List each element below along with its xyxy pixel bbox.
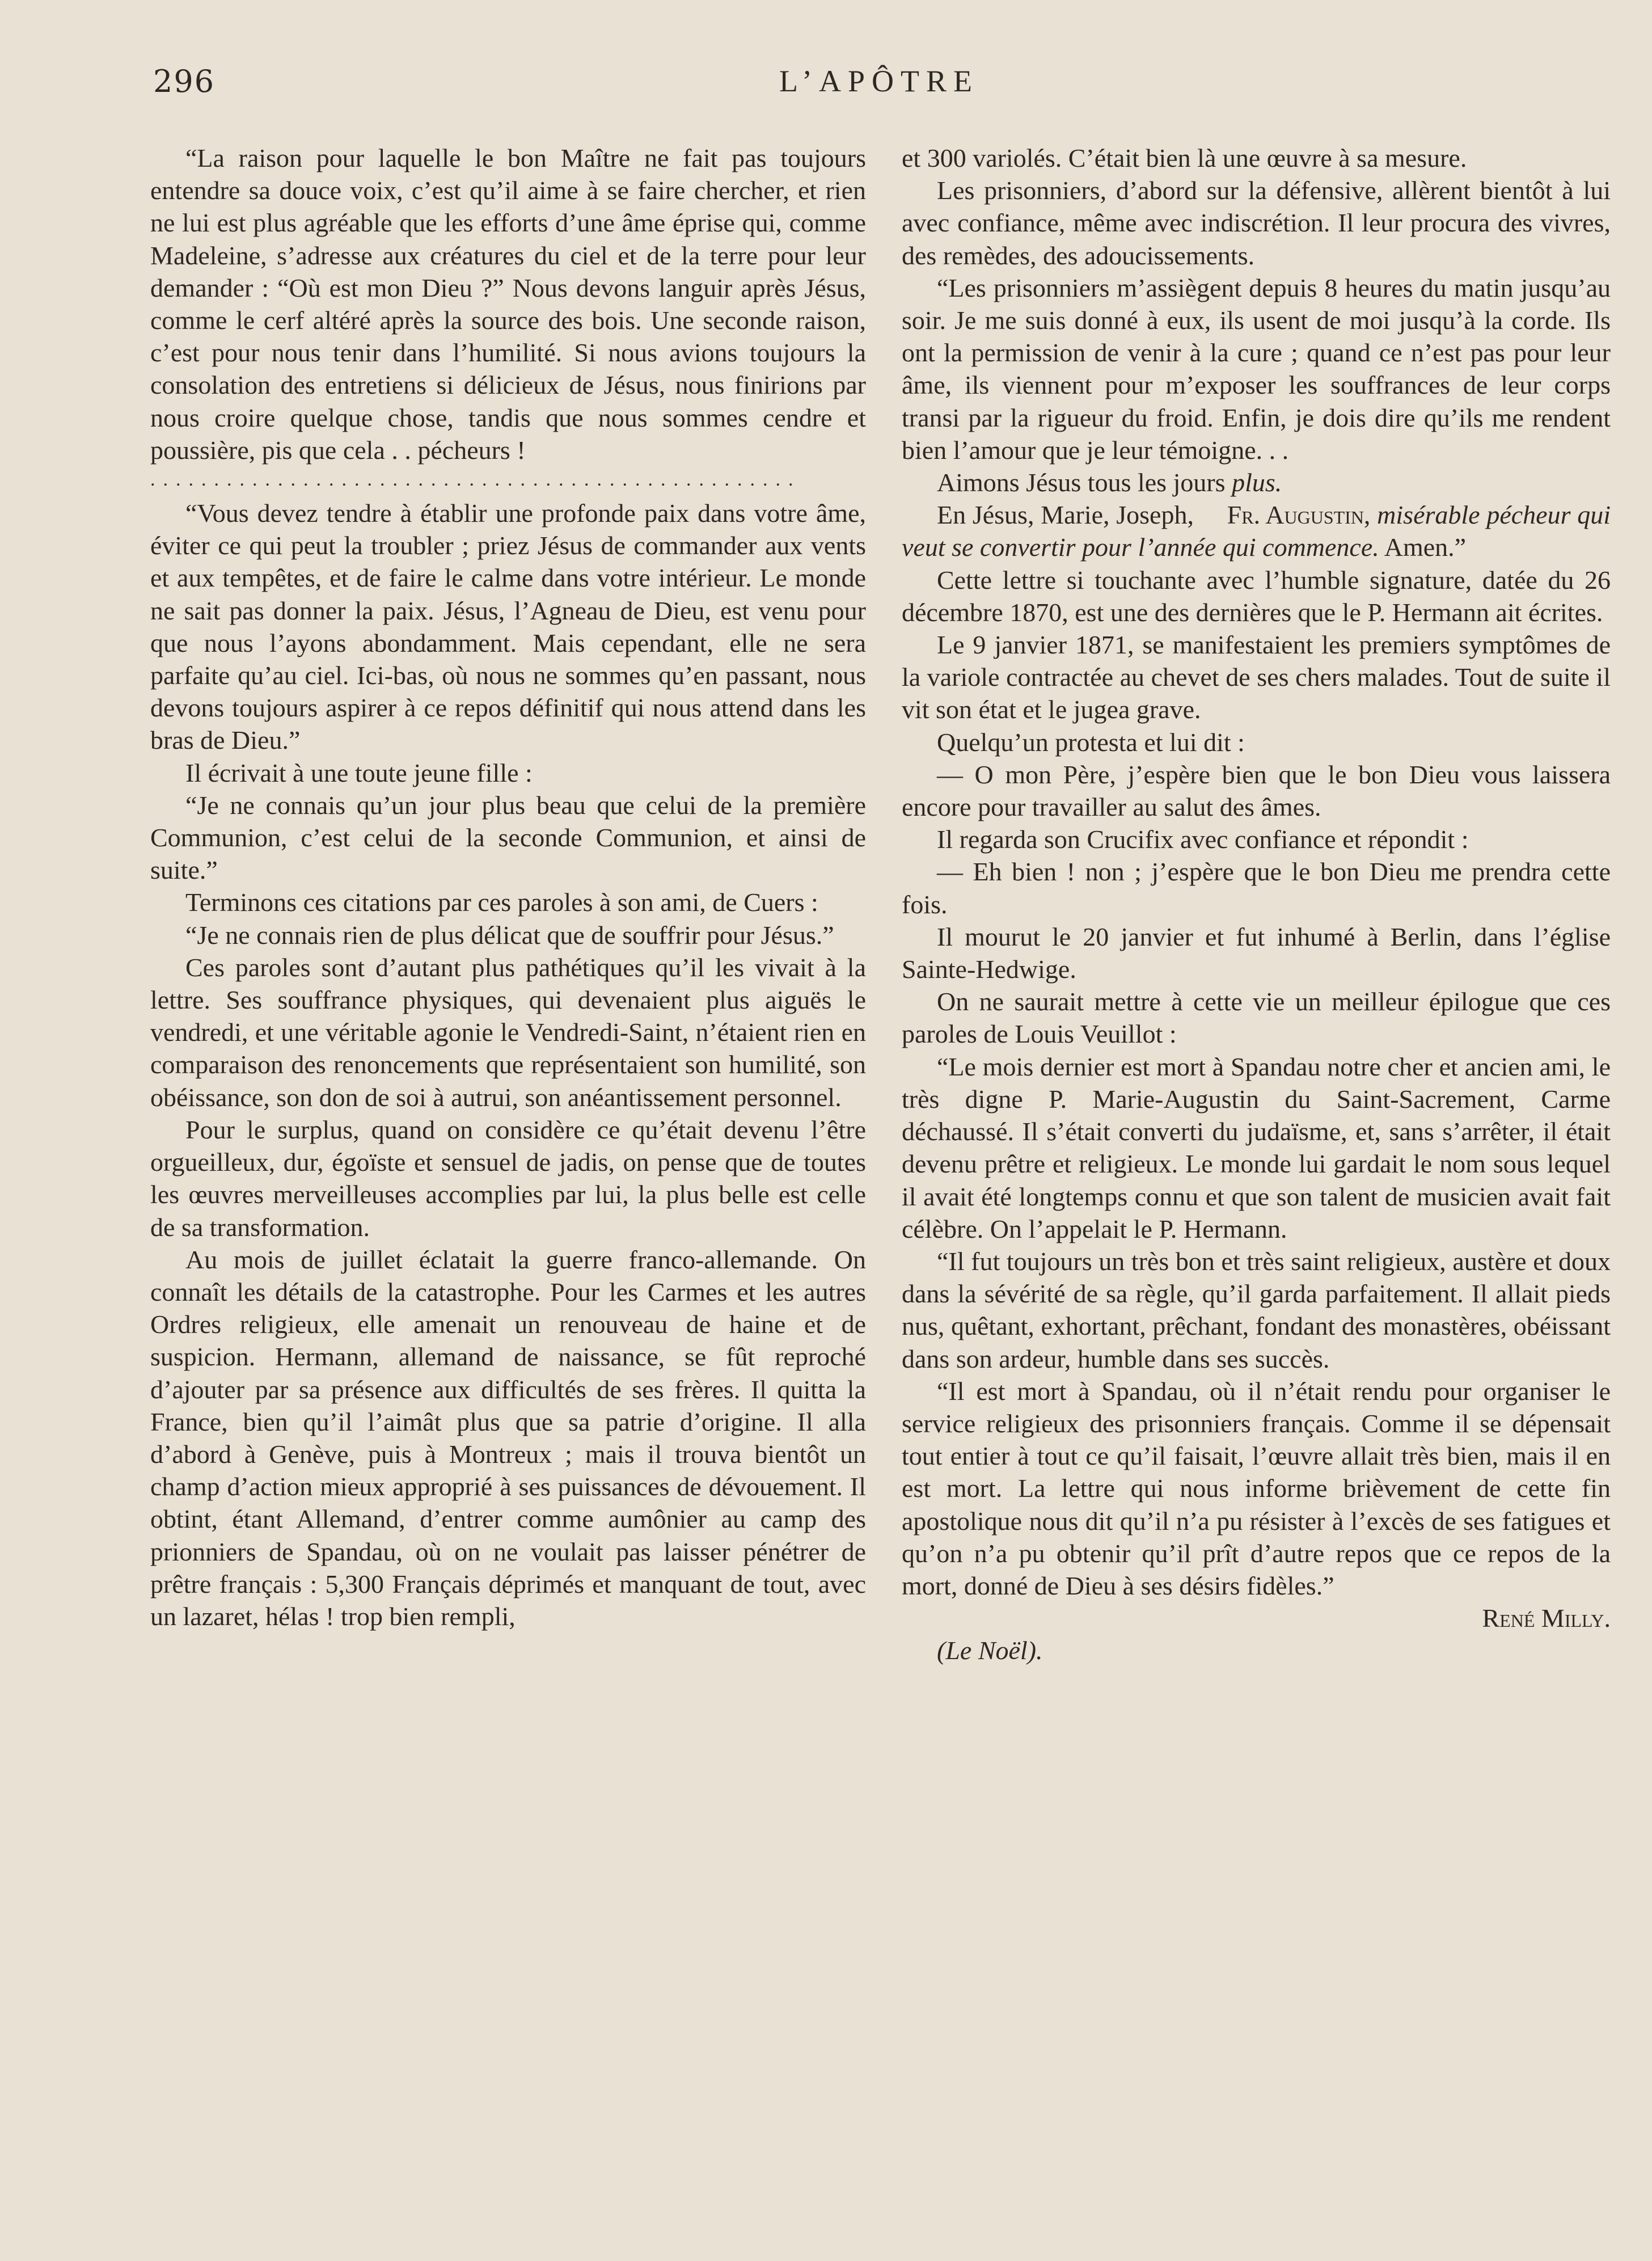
- source-citation: [902, 1634, 1611, 1667]
- paragraph: “La raison pour laquelle le bon Maître ne fait pas toujours entendre sa douce voix, c’est qu’il aime à se faire chercher, et rien ne lui est plus agréable que les efforts d’une âme éprise qui, comme Madeleine, s’adresse aux créatures du ciel et de la terre pour leur demander : “Où est mon Dieu ?” Nous devons languir après Jésus, comme le cerf altéré après la source des bois. Une seconde raison, c’est pour nous tenir dans l’humilité. Si nous avions toujours la consolation des entretiens si délicieux de Jésus, nous finirions par nous croire quelque chose, tandis que nous sommes cendre et poussière, pis que cela . . pécheurs !: [150, 144, 866, 465]
- paragraph: “Il est mort à Spandau, où il n’était rendu pour organiser le service religieux des prisonniers français. Comme il se dépensait tout entier à tout ce qu’il faisait, l’œuvre allait très bien, mais il en est mort. La lettre qui nous informe brièvement de cette fin apostolique nous dit qu’il n’a pu résister à l’excès de ses fatigues et qu’on n’a pu obtenir qu’il prît d’autre repos que ce repos de la mort, donné de Dieu à ses désirs fidèles.”: [902, 1376, 1611, 1600]
- italic-phrase: misérable pécheur qui veut se convertir pour l’année qui commence.: [902, 500, 1611, 562]
- text-run: Amen.”: [1379, 533, 1467, 562]
- paragraph: “Les prisonniers m’assiègent depuis 8 heures du matin jusqu’au soir. Je me suis donné à eux, ils usent de moi jusqu’à la corde. Ils ont la permission de venir à la cure ; quand ce n’est pas pour leur âme, ils viennent pour m’exposer les souffrances de leur corps transi par la rigueur du froid. Enfin, je dois dire qu’ils me rendent bien l’amour que je leur témoigne. . .: [902, 273, 1611, 465]
- paragraph: Il écrivait à une toute jeune fille :: [185, 758, 533, 787]
- paragraph: — Eh bien ! non ; j’espère que le bon Dieu me prendra cette fois.: [902, 857, 1611, 919]
- paragraph: Le 9 janvier 1871, se manifestaient les premiers symptômes de la variole contractée au chevet de ses chers malades. Tout de suite il vit son état et le jugea grave.: [902, 630, 1611, 724]
- paragraph: et 300 variolés. C’était bien là une œuvre à sa mesure.: [902, 144, 1467, 172]
- paragraph: “Je ne connais rien de plus délicat que de souffrir pour Jésus.”: [185, 920, 834, 950]
- page-number: 296: [153, 64, 216, 99]
- running-title: L’APÔTRE: [779, 64, 979, 98]
- paragraph: Au mois de juillet éclatait la guerre franco-allemande. On connaît les détails de la catastrophe. Pour les Carmes et les autres Ordres religieux, elle amenait un renouveau de haine et de suspicion. Hermann, allemand de naissance, se fût reproché d’ajouter par sa présence aux difficultés de ses frères. Il quitta la France, bien qu’il l’aimât plus que sa patrie d’origine. Il alla d’abord à Genève, puis à Montreux ; mais il trouva bientôt un champ d’action mieux approprié à ses puissances de dévouement. Il obtint, étant Allemand, d’entrer comme aumônier au camp des prionniers de Spandau, où on ne voulait pas laisser pénétrer de prêtre français : 5,300 Français déprimés et manquant de tout, avec un lazaret, hélas ! trop bien rempli,: [150, 1245, 866, 1631]
- text-run: Aimons Jésus tous les jours: [937, 468, 1232, 497]
- letter-signature: [902, 499, 1611, 563]
- source-name: (Le Noël).: [937, 1636, 1043, 1665]
- paragraph: Il mourut le 20 janvier et fut inhumé à Berlin, dans l’église Sainte-Hedwige.: [902, 922, 1611, 984]
- paragraph: Ces paroles sont d’autant plus pathétiques qu’il les vivait à la lettre. Ses souffrance physiques, qui devenaient plus aiguës le vendredi, et une véritable agonie le Vendredi-Saint, n’étaient rien en comparaison des renoncements que représentaient son humilité, son obéissance, son don de soi à autrui, son anéantissement personnel.: [150, 952, 866, 1112]
- paragraph: “Je ne connais qu’un jour plus beau que celui de la première Communion, c’est celui de la seconde Communion, et ainsi de suite.”: [150, 790, 866, 885]
- paragraph: Pour le surplus, quand on considère ce qu’était devenu l’être orgueilleux, dur, égoïste et sensuel de jadis, on pense que de toutes les œuvres merveilleuses accomplies par lui, la plus belle est celle de sa transformation.: [150, 1115, 866, 1242]
- paragraph: Quelqu’un protesta et lui dit :: [937, 727, 1245, 757]
- paragraph: Il regarda son Crucifix avec confiance et répondit :: [937, 825, 1469, 854]
- text-run: En Jésus, Marie, Joseph,: [937, 500, 1201, 530]
- paragraph: “Vous devez tendre à établir une profonde paix dans votre âme, éviter ce qui peut la troubler ; priez Jésus de commander aux vents et aux tempêtes, et de faire le calme dans votre intérieur. Le monde ne sait pas donner la paix. Jésus, l’Agneau de Dieu, est venu pour que nous l’ayons abondamment. Mais cependant, elle ne sera parfaite qu’au ciel. Ici-bas, où nous ne sommes qu’en passant, nous devons toujours aspirer à ce repos définitif qui nous attend dans les bras de Dieu.”: [150, 499, 866, 755]
- paragraph: [902, 466, 1611, 499]
- signature-name: Fr. Augustin,: [1227, 500, 1371, 530]
- right-column: [902, 142, 1611, 1667]
- italic-word: plus.: [1232, 468, 1282, 497]
- left-column: [150, 142, 866, 1633]
- paragraph: Terminons ces citations par ces paroles à son ami, de Cuers :: [185, 888, 818, 917]
- paragraph: “Il fut toujours un très bon et très saint religieux, austère et doux dans la sévérité de sa règle, qu’il garda parfaitement. Il allait pieds nus, quêtant, exhortant, prêchant, fondant des monastères, obéissant dans son ardeur, humble dans ses succès.: [902, 1246, 1611, 1373]
- separator-dots: ...................................................: [150, 469, 801, 491]
- author-signature: René Milly.: [1482, 1604, 1611, 1633]
- paragraph: On ne saurait mettre à cette vie un meilleur épilogue que ces paroles de Louis Veuillot :: [902, 987, 1611, 1049]
- paragraph: Les prisonniers, d’abord sur la défensive, allèrent bientôt à lui avec confiance, même avec indiscrétion. Il leur procura des vivres, des remèdes, des adoucissements.: [902, 176, 1611, 270]
- paragraph: — O mon Père, j’espère bien que le bon Dieu vous laissera encore pour travailler au salut des âmes.: [902, 760, 1611, 822]
- page-header: [153, 64, 1605, 115]
- paragraph: “Le mois dernier est mort à Spandau notre cher et ancien ami, le très digne P. Marie-Augustin du Saint-Sacrement, Carme déchaussé. Il s’était converti du judaïsme, et, sans s’arrêter, il était devenu prêtre et religieux. Le monde lui gardait le nom sous lequel il avait été longtemps connu et que son talent de musicien avait fait célèbre. On l’appelait le P. Hermann.: [902, 1052, 1611, 1243]
- paragraph: Cette lettre si touchante avec l’humble signature, datée du 26 décembre 1870, est une des dernières que le P. Hermann ait écrites.: [902, 565, 1611, 627]
